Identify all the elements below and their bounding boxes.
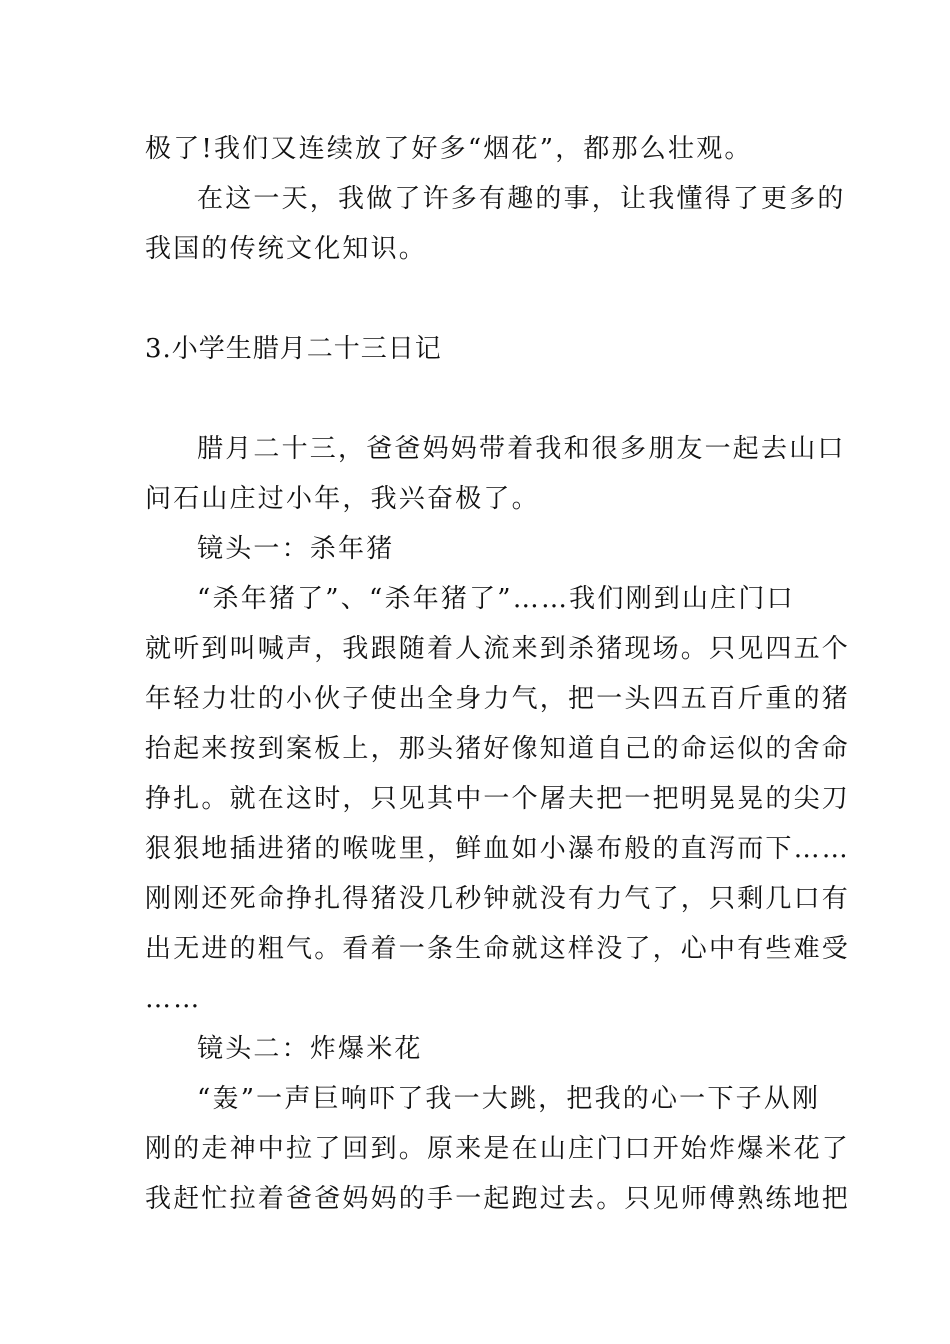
subheading-line: 镜头一：杀年猪 — [197, 534, 395, 564]
paragraph-line: 抬起来按到案板上，那头猪好像知道自己的命运似的舍命 — [145, 734, 851, 764]
paragraph-line: 刚刚还死命挣扎得猪没几秒钟就没有力气了，只剩几口有 — [145, 884, 851, 914]
paragraph-line: 挣扎。就在这时，只见其中一个屠夫把一把明晃晃的尖刀 — [145, 784, 851, 814]
paragraph-line: 腊月二十三，爸爸妈妈带着我和很多朋友一起去山口 — [197, 434, 846, 464]
paragraph-line: …… — [145, 984, 202, 1014]
paragraph-line: 在这一天，我做了许多有趣的事，让我懂得了更多的 — [197, 184, 846, 214]
paragraph-line: “杀年猪了”、“杀年猪了”……我们刚到山庄门口 — [197, 584, 795, 614]
paragraph-line: 我国的传统文化知识。 — [145, 234, 428, 264]
paragraph-line: 就听到叫喊声，我跟随着人流来到杀猪现场。只见四五个 — [145, 634, 851, 664]
section-title: 3.小学生腊月二十三日记 — [145, 334, 442, 364]
paragraph-line: 问石山庄过小年，我兴奋极了。 — [145, 484, 540, 514]
paragraph-line: 极了!我们又连续放了好多“烟花”，都那么壮观。 — [145, 134, 753, 164]
paragraph-line: 年轻力壮的小伙子使出全身力气，把一头四五百斤重的猪 — [145, 684, 851, 714]
paragraph-line: 我赶忙拉着爸爸妈妈的手一起跑过去。只见师傅熟练地把 — [145, 1184, 851, 1214]
paragraph-line: 出无进的粗气。看着一条生命就这样没了，心中有些难受 — [145, 934, 851, 964]
subheading-line: 镜头二：炸爆米花 — [197, 1034, 423, 1064]
paragraph-line: “轰”一声巨响吓了我一大跳，把我的心一下子从刚 — [197, 1084, 821, 1114]
paragraph-line: 刚的走神中拉了回到。原来是在山庄门口开始炸爆米花了 — [145, 1134, 851, 1164]
paragraph-line: 狠狠地插进猪的喉咙里，鲜血如小瀑布般的直泻而下…… — [145, 834, 851, 864]
